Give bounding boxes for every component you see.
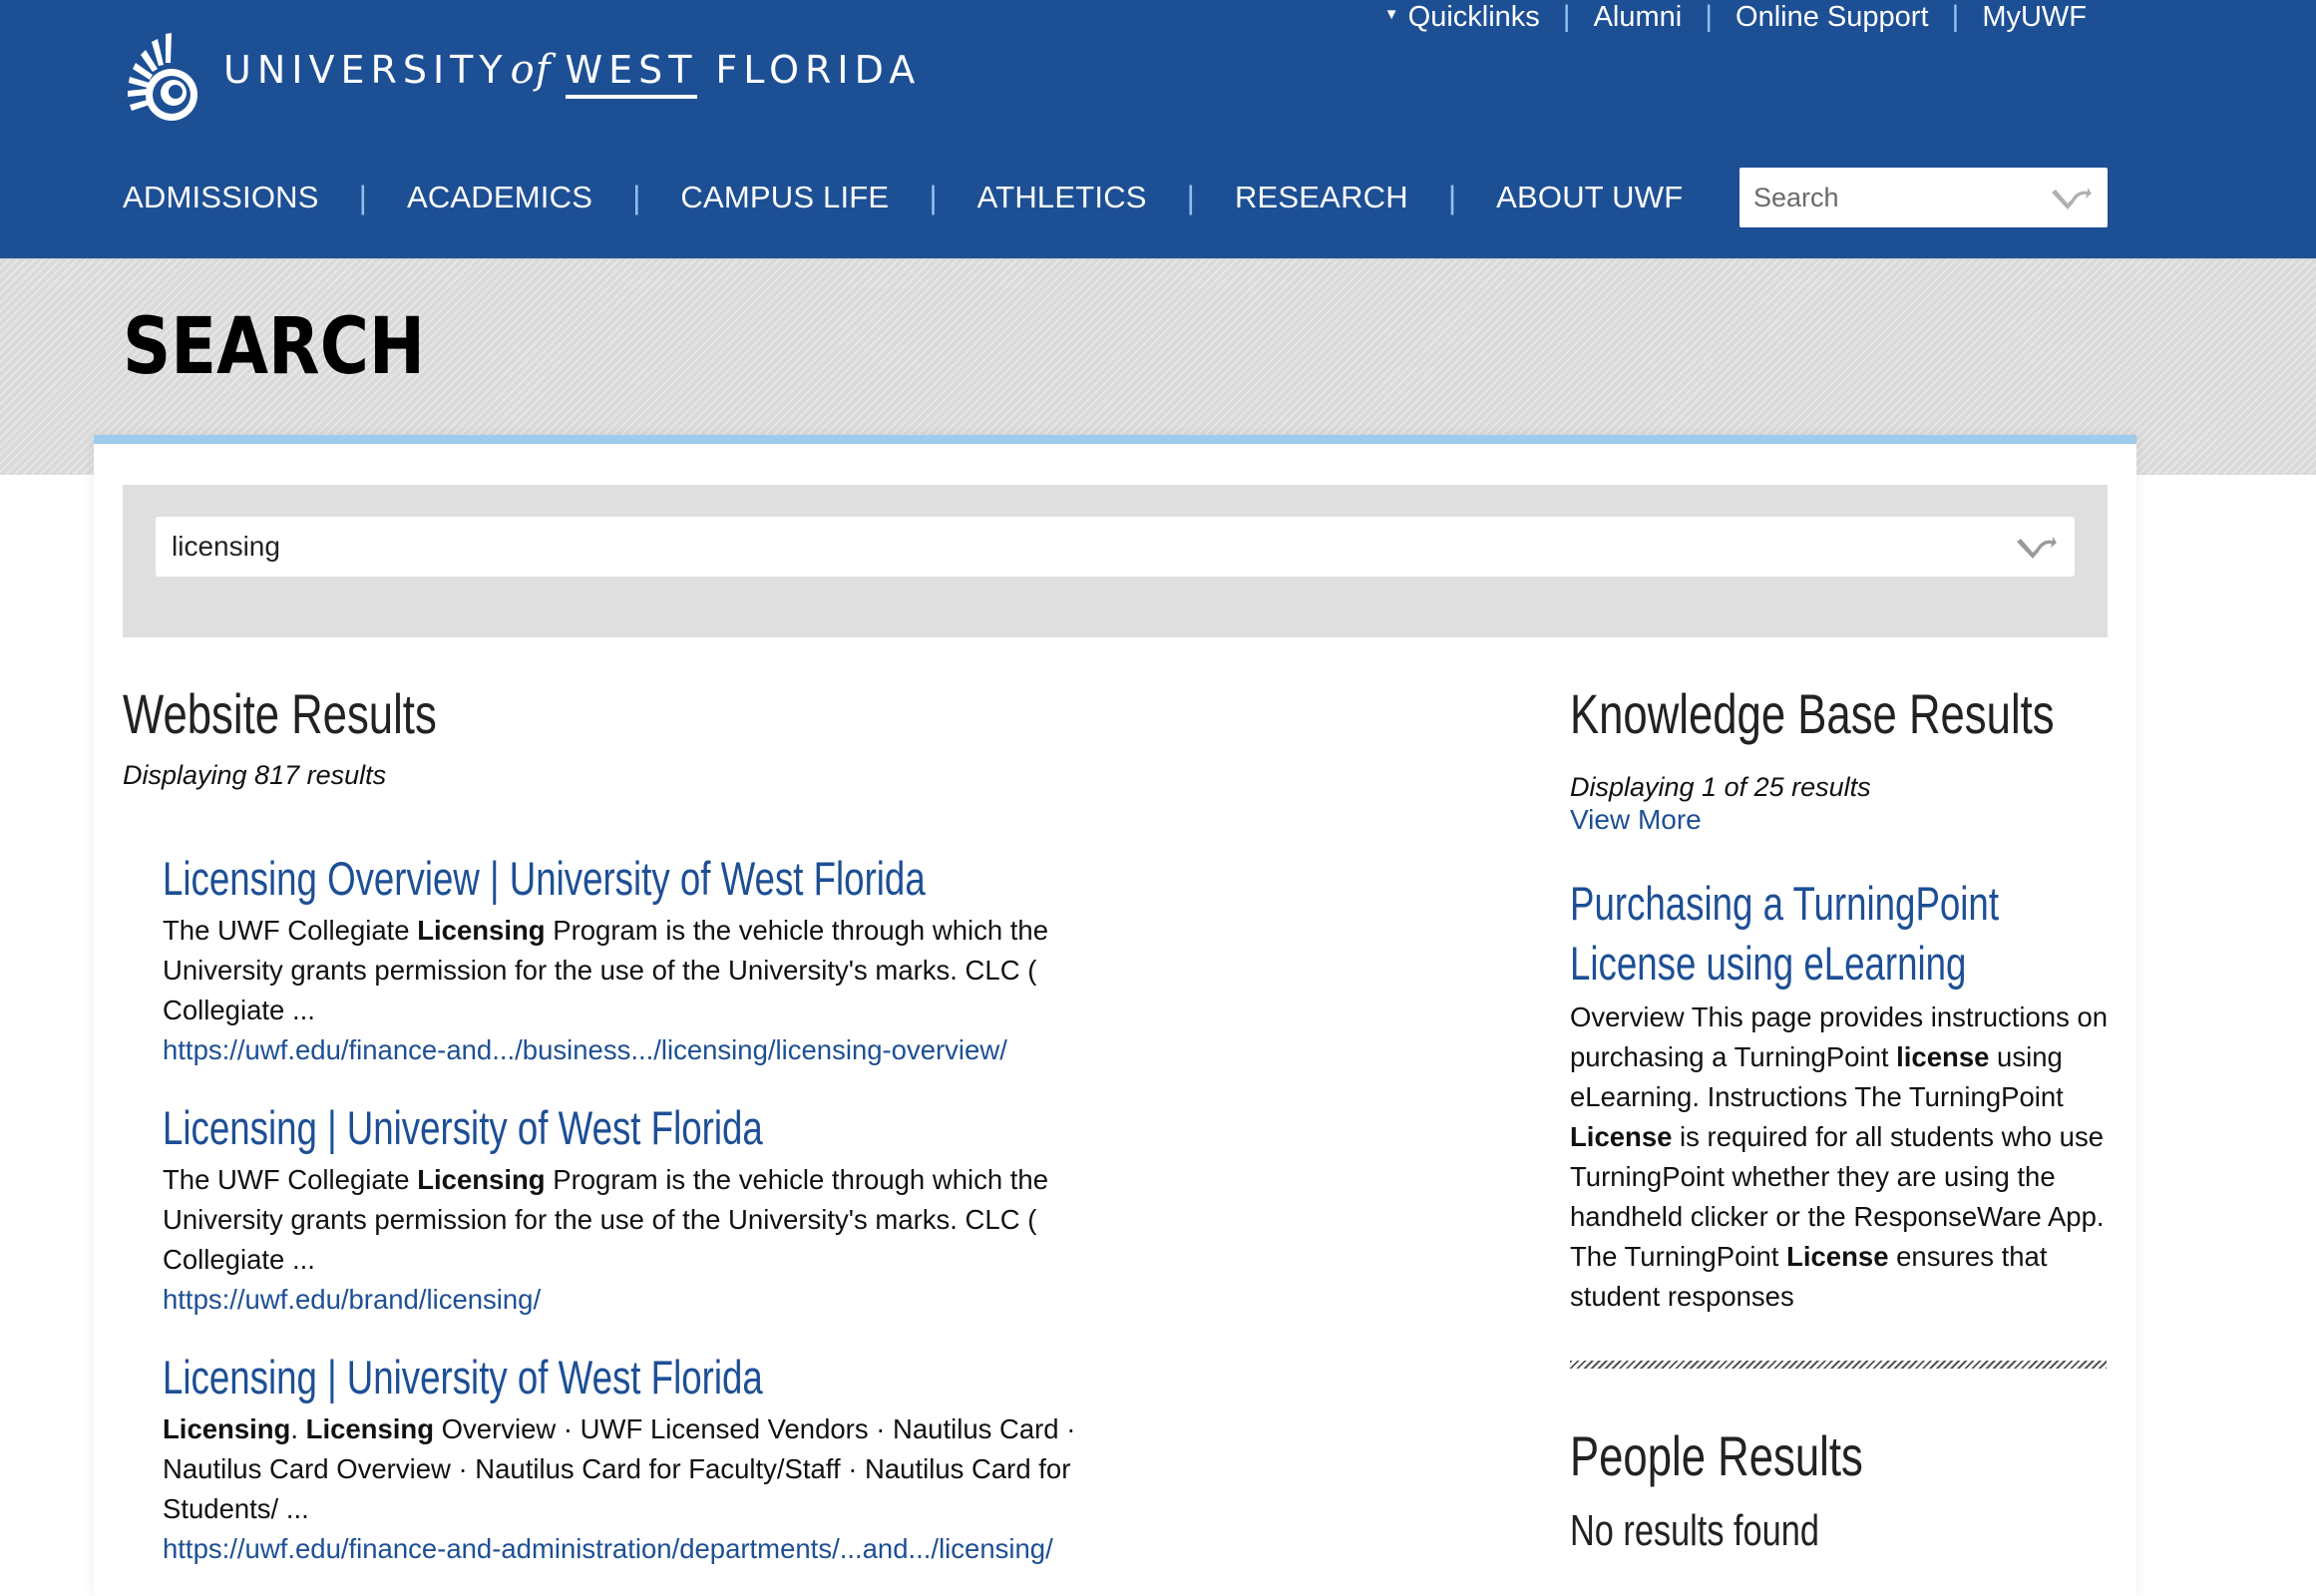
kb-results-count: Displaying 1 of 25 results (1570, 772, 1871, 802)
snippet-highlight: Licensing (417, 915, 546, 946)
logo-wordmark (223, 47, 921, 99)
result-snippet (163, 1160, 1120, 1280)
uwf-logo[interactable] (124, 22, 921, 127)
snippet-text: is required for all students who use TurningPoint whether they are using the handheld clicker or the ResponseWare App. The TurningPoint (1570, 1121, 2105, 1272)
snippet-highlight: Licensing (163, 1413, 291, 1444)
nav-divider: | (1951, 0, 1960, 33)
snippet-text: The UWF Collegiate (163, 915, 418, 946)
result-title-link[interactable]: Licensing | University of West Florida (163, 1351, 763, 1403)
snippet-text: The UWF Collegiate (163, 1164, 418, 1195)
alumni-link[interactable]: Alumni (1593, 0, 1683, 33)
result-url-link[interactable]: https://uwf.edu/finance-and-administration/departments/...and.../licensing/ (163, 1533, 1053, 1564)
snippet-text: ensures that student responses (1570, 1241, 2048, 1312)
result-title-link[interactable]: Licensing | University of West Florida (163, 1101, 763, 1154)
snippet-text: Program is the vehicle through which the University grants permission for the use of the University's marks. CLC ( Collegiate ... (163, 915, 1049, 1025)
main-search-input[interactable] (172, 531, 1967, 563)
nav-research[interactable]: RESEARCH (1234, 180, 1408, 214)
nav-divider: | (358, 179, 367, 215)
main-nav (123, 176, 1683, 219)
snippet-text: . (290, 1413, 306, 1444)
main-search-box (156, 517, 2075, 577)
logo-word-university: UNIVERSITY (223, 47, 509, 92)
snippet-highlight: License (1570, 1121, 1673, 1152)
snippet-highlight: Licensing (417, 1164, 546, 1195)
snippet-highlight: License (1786, 1241, 1889, 1272)
quicklinks-link[interactable]: Quicklinks (1407, 0, 1540, 33)
nav-divider: | (1447, 179, 1457, 215)
search-submit-icon[interactable] (2017, 531, 2057, 568)
snippet-text: Overview · UWF Licensed Vendors · Nautilus Card · Nautilus Card Overview · Nautilus Card for Faculty/Staff · Nautilus Card for Students/ ... (163, 1413, 1076, 1524)
result-snippet (163, 911, 1120, 1030)
myuwf-link[interactable]: MyUWF (1982, 0, 2087, 33)
nav-divider: | (632, 179, 641, 215)
nav-divider: | (1705, 0, 1714, 33)
nav-divider: | (1562, 0, 1571, 33)
search-submit-icon[interactable] (2052, 182, 2092, 218)
online-support-link[interactable]: Online Support (1736, 0, 1929, 33)
result-url-link[interactable]: https://uwf.edu/brand/licensing/ (163, 1284, 542, 1315)
website-results-count: Displaying 817 results (123, 760, 387, 790)
view-more-link[interactable]: View More (1570, 804, 1702, 835)
people-results-heading: People Results (1570, 1424, 1863, 1487)
result-item (163, 1102, 1120, 1320)
utility-nav (1384, 0, 2087, 34)
kb-results-heading: Knowledge Base Results (1570, 682, 2055, 745)
nav-campus-life[interactable]: CAMPUS LIFE (680, 180, 890, 214)
nav-divider: | (929, 179, 938, 215)
nav-about-uwf[interactable]: ABOUT UWF (1496, 180, 1684, 214)
header-search-box (1739, 168, 2108, 227)
logo-word-of: of (510, 46, 552, 93)
nav-academics[interactable]: ACADEMICS (406, 180, 593, 214)
result-item (163, 1352, 1160, 1569)
logo-word-florida: FLORIDA (715, 47, 922, 92)
result-snippet (163, 1409, 1120, 1529)
caret-down-icon: ▼ (1383, 5, 1399, 23)
nav-divider: | (1186, 179, 1195, 215)
people-results-empty: No results found (1570, 1506, 1819, 1555)
section-divider (1570, 1361, 2107, 1369)
site-header (0, 0, 2316, 258)
website-results-heading: Website Results (123, 682, 437, 745)
kb-result-title-link[interactable] (1570, 874, 2130, 994)
result-title-link[interactable]: Licensing Overview | University of West Florida (163, 852, 926, 905)
snippet-text: using eLearning. Instructions The TurningPoint (1570, 1041, 2064, 1112)
logo-word-west: WEST (566, 48, 698, 99)
header-search-input[interactable] (1753, 183, 2033, 213)
nautilus-logo-icon (124, 25, 203, 125)
page-title: SEARCH (123, 302, 426, 392)
result-item (163, 853, 1120, 1070)
kb-result-snippet (1570, 998, 2117, 1317)
snippet-text: Program is the vehicle through which the University grants permission for the use of the University's marks. CLC ( Collegiate ... (163, 1164, 1049, 1275)
nav-athletics[interactable]: ATHLETICS (976, 180, 1147, 214)
snippet-text: Overview This page provides instructions on purchasing a TurningPoint (1570, 1001, 2109, 1072)
kb-result-item (1570, 874, 2117, 1317)
result-url-link[interactable]: https://uwf.edu/finance-and.../business.../licensing/licensing-overview/ (163, 1034, 1007, 1065)
nav-admissions[interactable]: ADMISSIONS (123, 180, 319, 214)
snippet-highlight: license (1896, 1041, 1990, 1072)
kb-result-title-text: Purchasing a TurningPoint License using eLearning (1570, 877, 2000, 990)
snippet-highlight: Licensing (305, 1413, 434, 1444)
